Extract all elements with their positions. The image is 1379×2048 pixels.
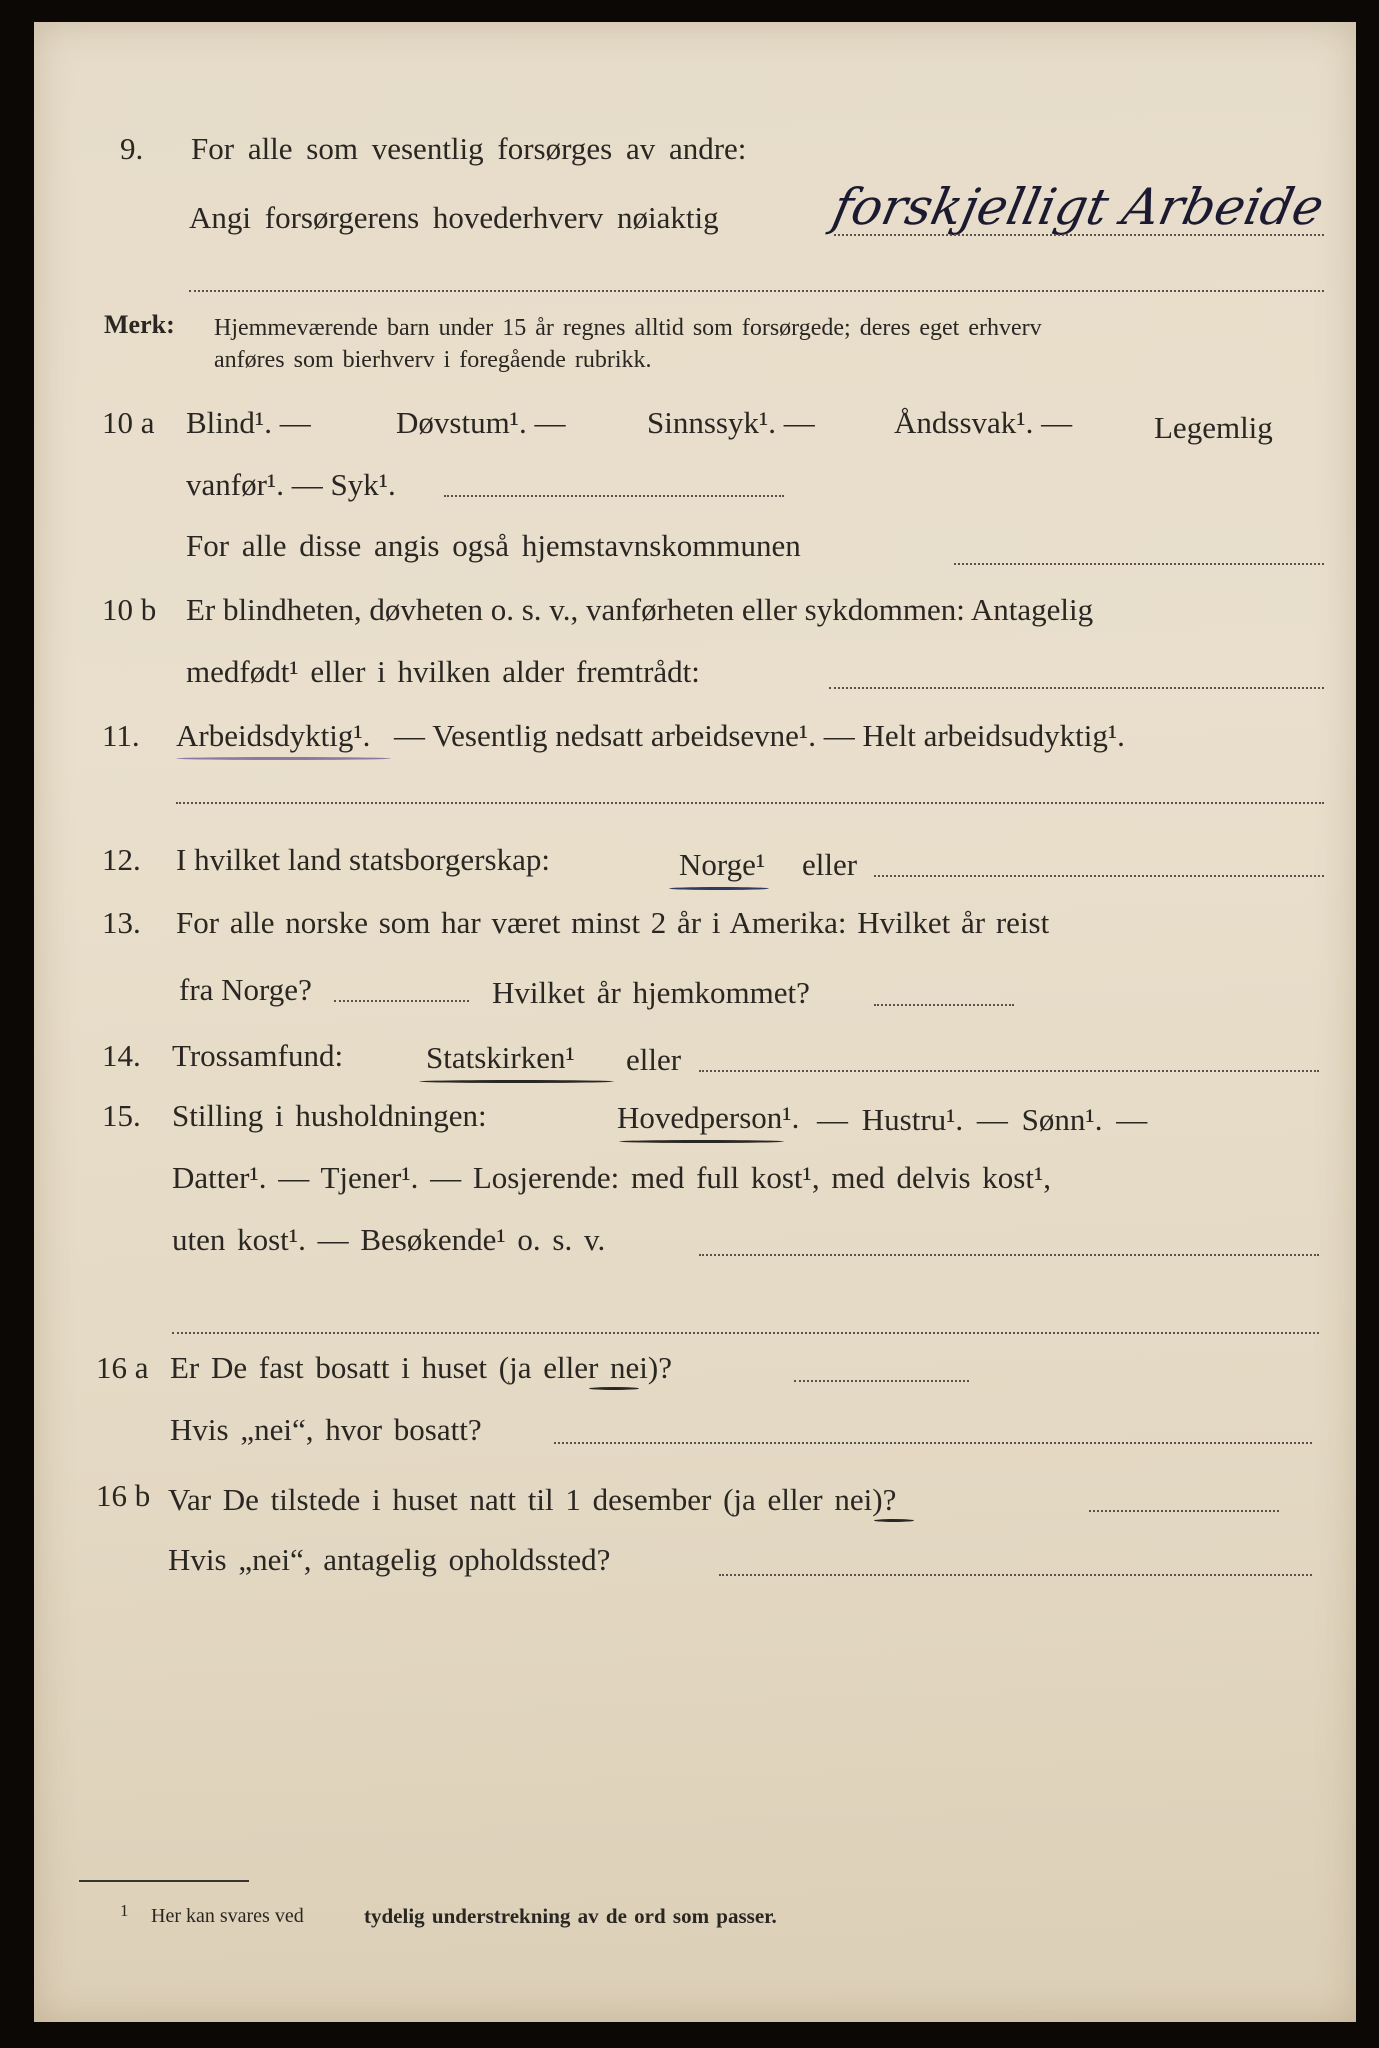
q13-hjemkommet-line	[874, 1004, 1014, 1006]
q10a-line2: vanfør¹. — Syk¹.	[186, 467, 396, 502]
q16a-pencil-underline	[589, 1387, 639, 1390]
q10a-legemlig: Legemlig	[1154, 410, 1273, 445]
q9-number: 9.	[120, 131, 144, 166]
q15-answer-line	[699, 1254, 1319, 1256]
footnote-text: Her kan svares ved	[151, 1905, 304, 1927]
q16b-pencil-underline	[874, 1519, 914, 1522]
q16a-line1: Er De fast bosatt i huset (ja eller nei)?	[170, 1350, 672, 1385]
q10a-andssvak: Åndssvak¹. —	[894, 405, 1073, 440]
q16b-answer-line	[1089, 1510, 1279, 1512]
merk-line1: Hjemmeværende barn under 15 år regnes alltid som forsørgede; deres eget erhverv	[214, 315, 1042, 341]
q10b-line2: medfødt¹ eller i hvilken alder fremtrådt:	[186, 654, 700, 689]
q14-answer-line	[699, 1070, 1319, 1072]
q16b-line2: Hvis „nei“, antagelig opholdssted?	[168, 1542, 611, 1577]
q11-answer-line	[176, 802, 1324, 804]
q12-option-norge: Norge¹	[679, 847, 766, 882]
q9-answer-line-2	[189, 290, 1324, 292]
q15-answer-line-2	[172, 1332, 1319, 1334]
q10a-sinnssyk: Sinnssyk¹. —	[647, 405, 815, 440]
q13-line2b: Hvilket år hjemkommet?	[492, 975, 810, 1010]
q10b-number: 10 b	[102, 592, 157, 627]
q12-answer-line	[874, 875, 1324, 877]
q10a-blind: Blind¹. —	[186, 405, 311, 440]
q10b-answer-line	[829, 687, 1324, 689]
q14-pencil-underline	[419, 1080, 614, 1083]
q16b-number: 16 b	[96, 1478, 151, 1513]
footnote-mark: 1	[120, 1901, 129, 1920]
q12-eller: eller	[802, 847, 858, 882]
q11-pencil-underline	[176, 757, 391, 760]
q13-number: 13.	[102, 905, 141, 940]
q13-reist-line	[334, 1000, 469, 1002]
q10a-hjemstavn-line	[954, 563, 1324, 565]
q12-question: I hvilket land statsborgerskap:	[176, 842, 550, 877]
q15-post: — Hustru¹. — Sønn¹. —	[817, 1102, 1148, 1137]
q16a-number: 16 a	[96, 1350, 149, 1385]
q9-answer-line	[834, 234, 1324, 236]
q14-option-statskirken: Statskirken¹	[426, 1040, 575, 1075]
q10b-line1: Er blindheten, døvheten o. s. v., vanførheten eller sykdommen: Antagelig	[186, 592, 1094, 627]
q9-handwritten-answer: forskjelligt Arbeide	[827, 178, 1329, 236]
q10a-number: 10 a	[102, 405, 155, 440]
footnote-bold-text: tydelig understrekning av de ord som passer.	[364, 1904, 777, 1928]
q14-question: Trossamfund:	[172, 1038, 344, 1073]
merk-line2: anføres som bierhverv i foregående rubrikk.	[214, 347, 652, 373]
q11-rest: — Vesentlig nedsatt arbeidsevne¹. — Helt arbeidsudyktig¹.	[394, 718, 1125, 753]
q10a-dovstum: Døvstum¹. —	[396, 405, 566, 440]
q15-pencil-underline	[619, 1140, 784, 1143]
q9-line1: For alle som vesentlig forsørges av andre:	[191, 131, 747, 166]
q9-line2: Angi forsørgerens hovederhverv nøiaktig	[189, 200, 719, 235]
q10a-line3: For alle disse angis også hjemstavnskommunen	[186, 528, 801, 563]
footnote-rule	[79, 1880, 249, 1882]
q12-pencil-underline	[669, 887, 769, 890]
q16a-bosatt-line	[554, 1442, 1312, 1444]
q14-number: 14.	[102, 1038, 141, 1073]
q11-number: 11.	[102, 718, 140, 753]
q15-line2: Datter¹. — Tjener¹. — Losjerende: med full kost¹, med delvis kost¹,	[172, 1160, 1051, 1195]
q14-eller: eller	[626, 1042, 682, 1077]
q13-line1: For alle norske som har været minst 2 år i Amerika: Hvilket år reist	[176, 905, 1050, 940]
q10a-answer-line	[444, 495, 784, 497]
q15-option-hovedperson: Hovedperson¹.	[617, 1100, 800, 1135]
q16a-answer-line	[794, 1380, 969, 1382]
q15-number: 15.	[102, 1098, 141, 1133]
q16b-line1: Var De tilstede i huset natt til 1 desember (ja eller nei)?	[168, 1482, 897, 1517]
q13-line2a: fra Norge?	[179, 972, 312, 1007]
q16b-opholdssted-line	[719, 1574, 1312, 1576]
merk-label: Merk:	[104, 310, 175, 339]
q11-option-arbeidsdyktig: Arbeidsdyktig¹.	[176, 718, 371, 753]
census-form-page	[34, 22, 1356, 2022]
q16a-line2: Hvis „nei“, hvor bosatt?	[170, 1412, 482, 1447]
q15-question: Stilling i husholdningen:	[172, 1098, 487, 1133]
q12-number: 12.	[102, 842, 141, 877]
q15-line3: uten kost¹. — Besøkende¹ o. s. v.	[172, 1222, 606, 1257]
